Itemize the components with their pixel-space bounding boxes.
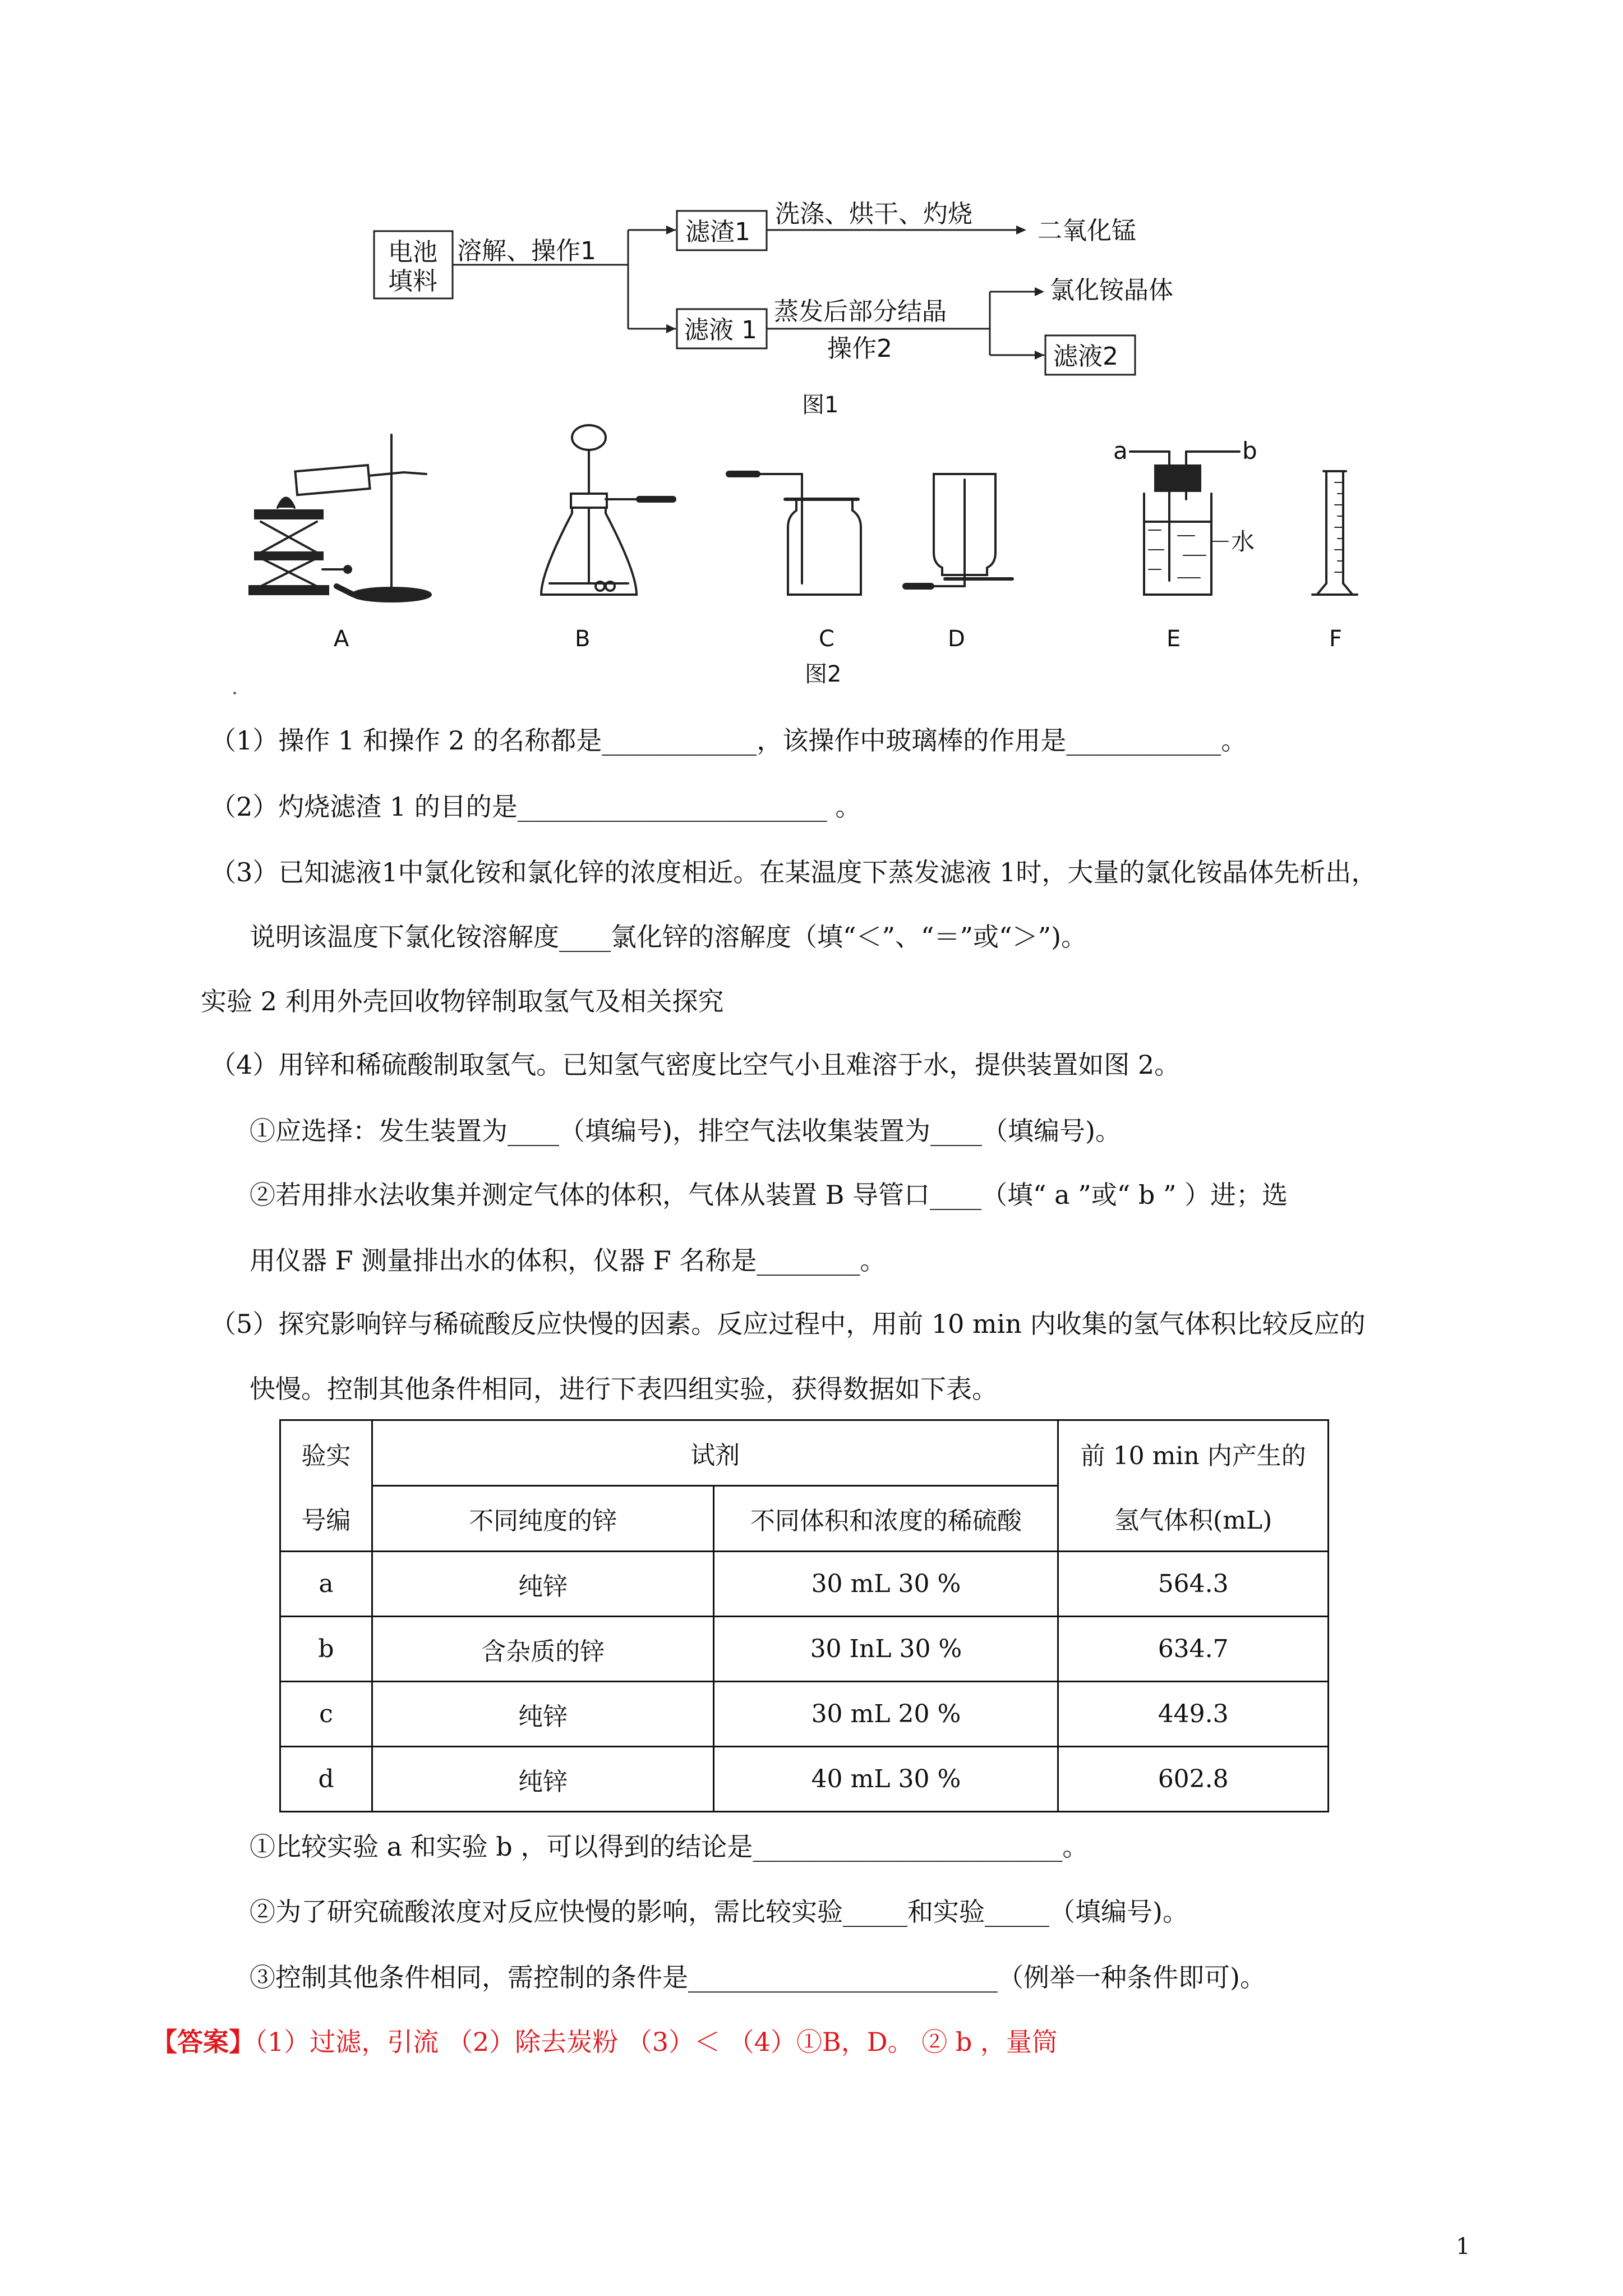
filtrate-box-label: 滤液 1 <box>684 316 757 344</box>
experiment-2-heading: 实验 2 利用外壳回收物锌制取氢气及相关探究 <box>201 986 724 1016</box>
header-volume-bottom: 氢气体积(mL) <box>1058 1486 1329 1552</box>
stray-dot <box>233 692 236 694</box>
question-5-line2: 快慢。控制其他条件相同，进行下表四组实验，获得数据如下表。 <box>250 1374 998 1404</box>
table-row <box>280 1682 1329 1747</box>
figure2-caption: 图2 <box>805 661 842 687</box>
header-zinc: 不同纯度的锌 <box>372 1486 714 1552</box>
label-c: C <box>819 626 834 652</box>
battery-label-line2: 填料 <box>388 267 437 296</box>
cell-id: b <box>280 1617 372 1682</box>
header-acid: 不同体积和浓度的稀硫酸 <box>714 1486 1058 1552</box>
label-e: E <box>1166 626 1181 652</box>
apparatus-a <box>250 435 431 601</box>
cell-id: a <box>280 1552 372 1617</box>
question-4-2-line1: ②若用排水法收集并测定气体的体积，气体从装置 B 导管口____（填“ a ”或“ b ” ）进；选 <box>250 1180 1288 1210</box>
header-id-top: 验实 <box>280 1420 372 1486</box>
water-label: 水 <box>1231 528 1255 555</box>
table-row <box>280 1747 1329 1812</box>
crystal-product-label: 氯化铵晶体 <box>1050 276 1173 305</box>
label-b: B <box>575 626 591 652</box>
experiment-table <box>279 1419 1329 1812</box>
question-4-2-line2: 用仪器 F 测量排出水的体积，仪器 F 名称是________。 <box>250 1245 886 1276</box>
cell-volume: 564.3 <box>1058 1552 1329 1617</box>
cell-volume: 602.8 <box>1058 1747 1329 1812</box>
apparatus-d <box>906 474 1012 586</box>
question-4: （4）用锌和稀硫酸制取氢气。已知氢气密度比空气小且难溶于水，提供装置如图 2。 <box>210 1050 1181 1080</box>
header-volume-top: 前 10 min 内产生的 <box>1058 1420 1329 1486</box>
cell-acid: 30 InL 30 % <box>714 1617 1058 1682</box>
question-3-line2: 说明该温度下氯化铵溶解度____氯化锌的溶解度（填“＜”、“＝”或“＞”)。 <box>250 922 1087 952</box>
cell-id: d <box>280 1747 372 1812</box>
label-a: A <box>334 626 349 652</box>
table-row <box>280 1552 1329 1617</box>
cell-acid: 30 mL 30 % <box>714 1552 1058 1617</box>
label-d: D <box>948 626 965 652</box>
page-number: 1 <box>1456 2234 1470 2260</box>
label-f: F <box>1329 626 1343 652</box>
cell-volume: 634.7 <box>1058 1617 1329 1682</box>
port-b-label: b <box>1242 437 1257 464</box>
residue-step-label: 洗涤、烘干、灼烧 <box>775 200 972 228</box>
battery-label-line1: 电池 <box>388 238 437 266</box>
question-4-1: ①应选择：发生装置为____（填编号)，排空气法收集装置为____（填编号)。 <box>250 1116 1121 1146</box>
table-row <box>280 1617 1329 1682</box>
cell-id: c <box>280 1682 372 1747</box>
figure2-apparatus <box>236 415 1402 707</box>
question-1: （1）操作 1 和操作 2 的名称都是____________，该操作中玻璃棒的作用是____________。 <box>210 725 1247 756</box>
apparatus-f <box>1312 471 1357 595</box>
figure1-flowchart <box>359 191 1234 426</box>
filtrate2-box-label: 滤液2 <box>1053 342 1118 371</box>
header-id-bottom: 号编 <box>280 1486 372 1552</box>
answer-line <box>151 2025 1058 2059</box>
question-5-2: ②为了研究硫酸浓度对反应快慢的影响，需比较实验_____和实验_____（填编号)。 <box>250 1897 1188 1927</box>
figure1-caption: 图1 <box>802 392 839 418</box>
question-5-line1: （5）探究影响锌与稀硫酸反应快慢的因素。反应过程中，用前 10 min 内收集的氢气体积比较反应的 <box>210 1309 1366 1339</box>
cell-zinc: 含杂质的锌 <box>372 1617 714 1682</box>
cell-volume: 449.3 <box>1058 1682 1329 1747</box>
filtrate-step-top-label: 蒸发后部分结晶 <box>774 297 947 326</box>
residue-product-label: 二氧化锰 <box>1038 217 1136 245</box>
cell-zinc: 纯锌 <box>372 1682 714 1747</box>
apparatus-c <box>729 474 861 595</box>
step1-label: 溶解、操作1 <box>457 237 596 265</box>
cell-zinc: 纯锌 <box>372 1747 714 1812</box>
answer-tag: 【答案】 <box>151 2027 255 2057</box>
answer-text: （1）过滤，引流 （2）除去炭粉 （3）＜ （4）①B，D。 ② b ，量筒 <box>255 2027 1058 2057</box>
apparatus-b <box>541 425 673 595</box>
port-a-label: a <box>1113 437 1128 464</box>
question-5-1: ①比较实验 a 和实验 b ，可以得到的结论是________________________。 <box>250 1832 1089 1862</box>
residue-box-label: 滤渣1 <box>685 218 750 246</box>
header-reagent: 试剂 <box>372 1420 1058 1486</box>
apparatus-e <box>1130 452 1239 595</box>
question-3-line1: （3）已知滤液1中氯化铵和氯化锌的浓度相近。在某温度下蒸发滤液 1时，大量的氯化铵晶体先析出， <box>210 857 1377 887</box>
cell-zinc: 纯锌 <box>372 1552 714 1617</box>
cell-acid: 30 mL 20 % <box>714 1682 1058 1747</box>
cell-acid: 40 mL 30 % <box>714 1747 1058 1812</box>
question-5-3: ③控制其他条件相同，需控制的条件是________________________（例举一种条件即可)。 <box>250 1962 1266 1993</box>
question-2: （2）灼烧滤渣 1 的目的是________________________ 。 <box>210 792 861 822</box>
filtrate-step-bottom-label: 操作2 <box>827 334 892 363</box>
